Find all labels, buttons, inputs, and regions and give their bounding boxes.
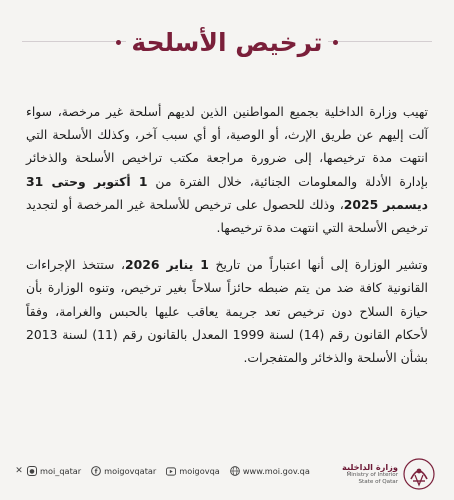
social-label-facebook: moigovqatar xyxy=(104,466,157,476)
social-label-web: www.moi.gov.qa xyxy=(242,466,310,476)
social-facebook[interactable] xyxy=(91,466,156,476)
logo-english-name: Ministry of Interior xyxy=(346,472,398,478)
announcement-body xyxy=(26,100,428,383)
paragraph-2-text-c: ، ستتخذ الإجراءات القانونية كافة ضد من يتم ضبطه حائزاً سلاحاً بغير ترخيص، وتنوه الوزارة بأن حيازة السلاح دون ترخيص تعد جريمة يعاقب عليها بالحبس والغرامة، وفقاً لأحكام القانون رقم (14) لسنة 1999 المعدل بالقانون رقم (11) لسنة 2013 بشأن الأسلحة والذخائر والمتفجرات. xyxy=(26,257,428,366)
social-x-instagram[interactable] xyxy=(14,466,81,476)
footer xyxy=(0,446,454,500)
logo-arabic-name: وزارة الداخلية xyxy=(342,462,398,472)
svg-text:f: f xyxy=(94,467,98,476)
social-label-x-instagram: moi_qatar xyxy=(40,466,82,476)
paragraph-2 xyxy=(26,253,428,369)
paragraph-2-date: 1 يناير 2026 xyxy=(125,257,209,273)
paragraph-2-text-a: وتشير الوزارة إلى أنها اعتباراً من تاريخ xyxy=(208,257,428,273)
ministry-logo xyxy=(334,454,436,494)
globe-icon xyxy=(230,466,240,476)
paragraph-1-text-c: ، وذلك للحصول على ترخيص للأسلحة غير المرخصة أو لتجديد ترخيص الأسلحة التي انتهت مدة ترخيصها. xyxy=(26,196,428,236)
paragraph-1-text-a: تهيب وزارة الداخلية بجميع المواطنين الذين لديهم أسلحة غير مرخصة، سواء آلت إليهم عن طريق الإرث، أو الوصية، أو أي سبب آخر، وكذلك الأسلحة التي انتهت مدة ترخيصها، إلى ضرورة مراجعة مكتب تراخيص الأسلحة والذخائر بإدارة الأدلة والمعلومات الجنائية، خلال الفترة من xyxy=(26,104,428,189)
header xyxy=(0,12,454,72)
title-dot-right xyxy=(333,40,338,45)
paragraph-1-dates: 1 أكتوبر وحتى 31 ديسمبر 2025 xyxy=(26,173,428,212)
page-title: ترخيص الأسلحة xyxy=(131,27,323,57)
x-icon: ✕ xyxy=(15,466,23,476)
social-youtube[interactable] xyxy=(166,466,220,476)
logo-text xyxy=(334,462,398,486)
paragraph-1 xyxy=(26,100,428,239)
logo-state-name: State of Qatar xyxy=(358,479,398,485)
emblem-icon xyxy=(402,457,436,491)
social-web[interactable] xyxy=(230,466,310,476)
title-dot-left xyxy=(116,40,121,45)
social-links xyxy=(14,466,310,476)
instagram-icon: ● xyxy=(27,466,37,476)
facebook-icon xyxy=(91,466,101,476)
youtube-icon xyxy=(166,466,176,476)
social-label-youtube: moigovqa xyxy=(179,466,220,476)
